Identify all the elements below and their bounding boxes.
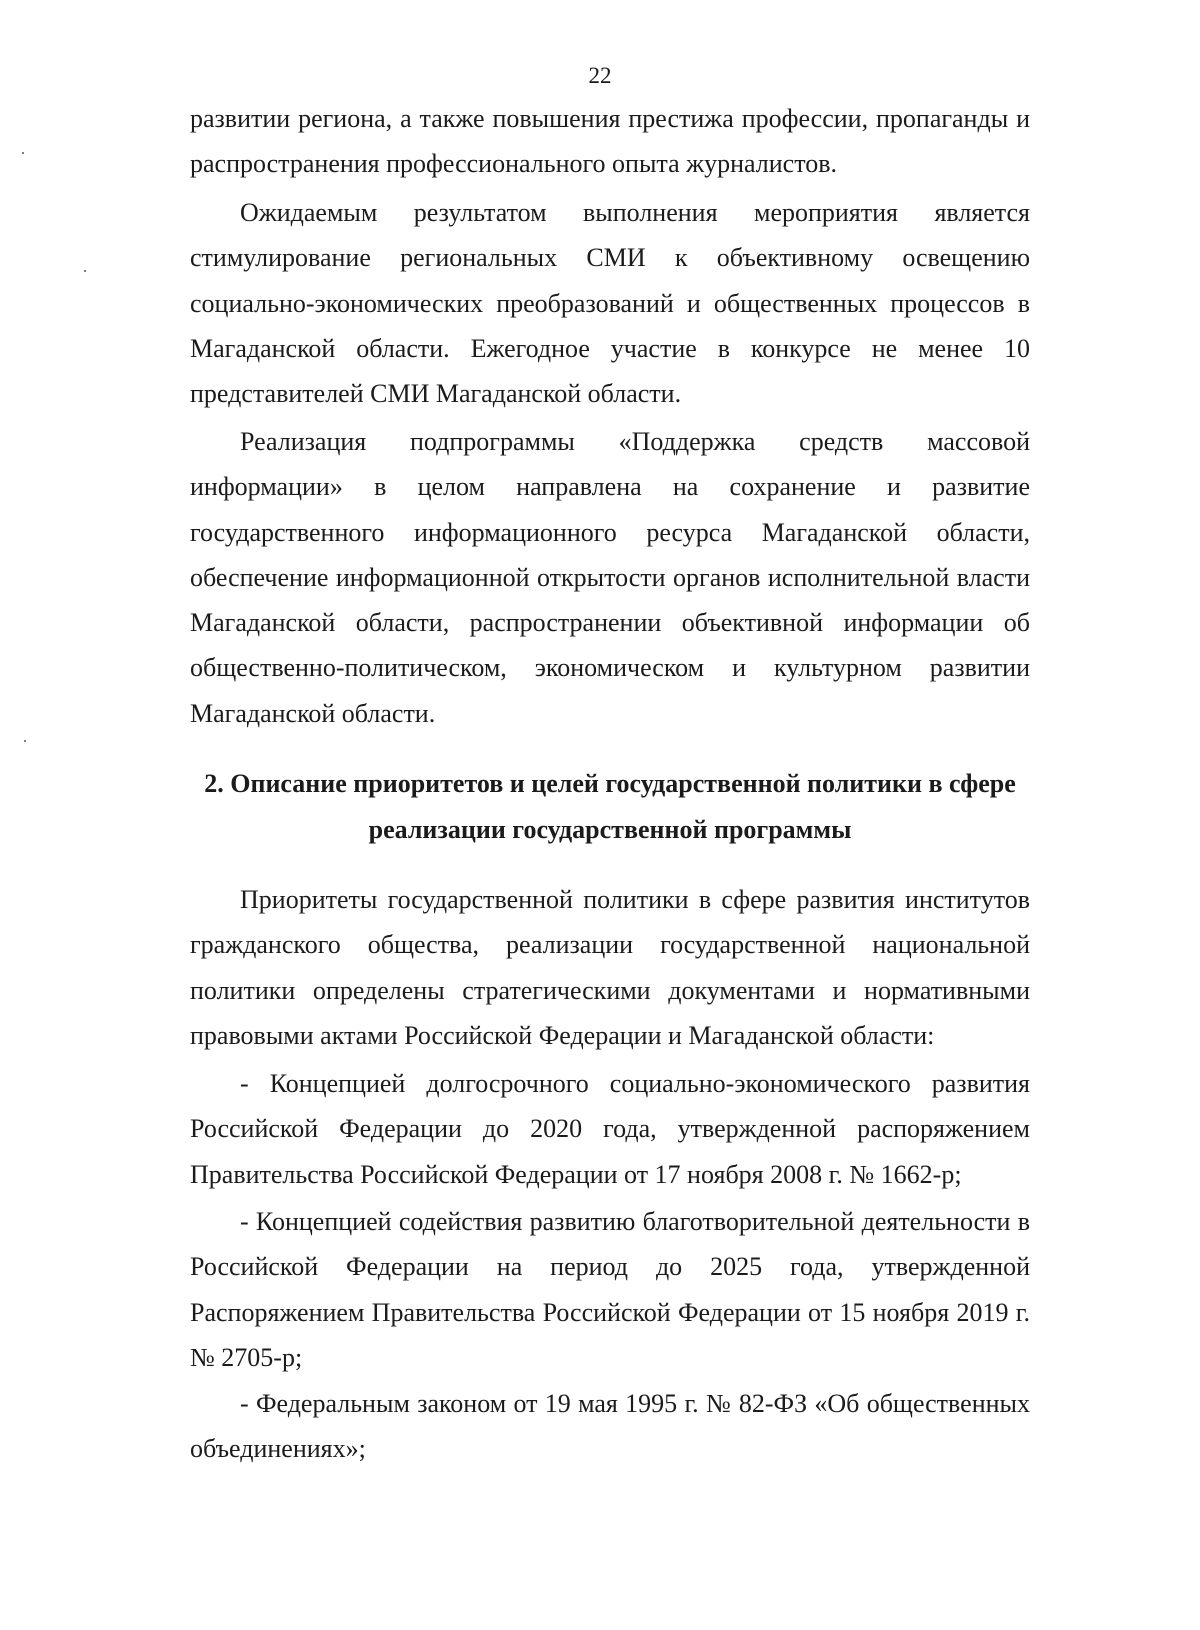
paragraph-expected-result: Ожидаемым результатом выполнения мероприятия является стимулирование региональных СМИ к объективному освещению социально-экономических преобразований и общественных процессов в Магаданской области. Ежегодное участие в конкурсе не менее 10 представителей СМИ Магаданской области. [190, 198, 1030, 409]
page-number: 22 [588, 63, 612, 88]
scan-artifact [22, 152, 24, 154]
list-item-concept-2020: - Концепцией долгосрочного социально-экономического развития Российской Федерации до 2020 года, утвержденной распоряжением Правительства Российской Федерации от 17 ноября 2008 г. № 1662-р; [190, 1069, 1030, 1189]
list-item-federal-law: - Федеральным законом от 19 мая 1995 г. № 82-ФЗ «Об общественных объединениях»; [190, 1389, 1030, 1464]
section-heading: 2. Описание приоритетов и целей государственной политики в сфере реализации государственной программы [204, 769, 1016, 844]
scan-artifact [24, 740, 26, 742]
list-item-concept-2025: - Концепцией содействия развитию благотворительной деятельности в Российской Федерации на период до 2025 года, утвержденной Распоряжением Правительства Российской Федерации от 15 ноября 2019 г. № 2705-р; [190, 1207, 1030, 1372]
paragraph-priorities: Приоритеты государственной политики в сфере развития институтов гражданского общества, реализации государственной национальной политики определены стратегическими документами и нормативными правовыми актами Российской Федерации и Магаданской области: [190, 885, 1030, 1050]
scan-artifact [84, 270, 86, 272]
paragraph-subprogram-implementation: Реализация подпрограммы «Поддержка средств массовой информации» в целом направлена на сохранение и развитие государственного информационного ресурса Магаданской области, обеспечение информационной открытости органов исполнительной власти Магаданской области, распространении объективной информации об общественно-политическом, экономическом и культурном развитии Магаданской области. [190, 427, 1030, 728]
paragraph-continuation: развитии региона, а также повышения престижа профессии, пропаганды и распространения профессионального опыта журналистов. [190, 104, 1030, 179]
